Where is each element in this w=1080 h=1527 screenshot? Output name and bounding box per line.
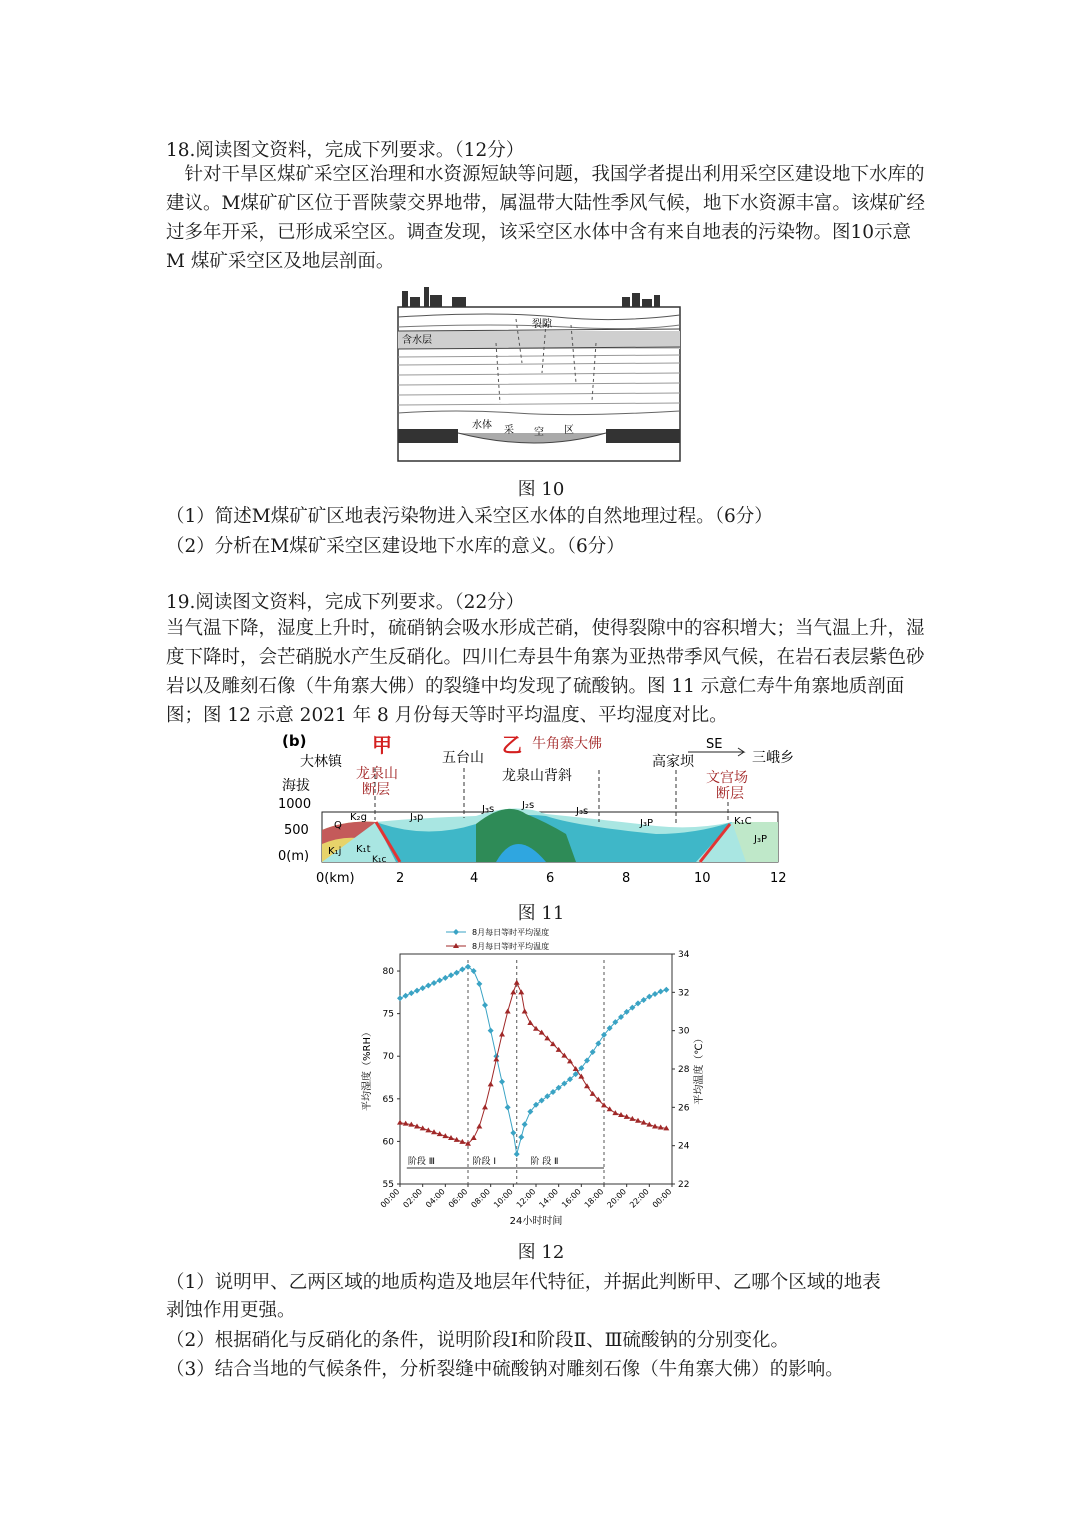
anticline-label: 龙泉山背斜	[502, 768, 572, 784]
temperature-point	[471, 1135, 477, 1140]
q19-body: 当气温下降，湿度上升时，硫硝钠会吸水形成芒硝，使得裂隙中的容积增大；当气温上升，湿度下降时，会芒硝脱水产生反硝化。四川仁寿县牛角寨为亚热带季风气候，在岩石表层紫色砂岩以及雕刻石像（牛角寨大佛）的裂缝中均发现了硫酸钠。图 11 示意仁寿牛角寨地质剖面图；图 12 示意 2021 年 8 月份每天等时平均温度、平均湿度对比。	[166, 618, 925, 726]
goaf-label-3: 区	[564, 425, 574, 436]
humidity-point	[488, 1028, 494, 1034]
humidity-point	[663, 987, 669, 993]
yi-label: 乙	[502, 733, 522, 757]
temperature-point	[510, 989, 516, 994]
x-tick-label: 22:00	[628, 1187, 651, 1210]
place-sane: 三峨乡	[752, 750, 794, 766]
y-left-axis-label: 平均湿度（%RH）	[362, 1027, 373, 1111]
humidity-point	[652, 991, 658, 997]
temperature-point	[584, 1083, 590, 1088]
place-wutai: 五台山	[442, 750, 484, 766]
legend-label: 8月每日等时平均湿度	[472, 928, 550, 937]
y-left-tick-label: 75	[382, 1009, 394, 1020]
q18-heading: 18.阅读图文资料，完成下列要求。（12分）	[166, 140, 525, 161]
plot-frame	[400, 954, 672, 1184]
stratum-q: Q	[334, 820, 342, 831]
x-tick-label: 18:00	[582, 1187, 606, 1210]
panel-label: (b)	[282, 732, 307, 750]
series-line	[400, 983, 666, 1144]
stratum-j3p-3: J₃P	[754, 834, 767, 845]
stratum-j3s-1: J₃s	[482, 804, 495, 815]
temperature-point	[493, 1056, 499, 1061]
stratum-j3p-2: J₃P	[640, 818, 653, 829]
figure-10	[396, 283, 682, 463]
temperature-point	[527, 1020, 533, 1025]
x-tick-label: 02:00	[401, 1187, 425, 1210]
goaf-label-2: 空	[534, 427, 544, 438]
stratum-k2g: K₂g	[350, 812, 367, 823]
humidity-point	[476, 981, 482, 987]
x-tick-label: 04:00	[424, 1187, 447, 1210]
stratum-k1j: K₁j	[328, 846, 342, 857]
q19-sub3: （3）结合当地的气候条件，分析裂缝中硫酸钠对雕刻石像（牛角寨大佛）的影响。	[166, 1359, 844, 1380]
y-tick-0: 0(m)	[278, 849, 310, 864]
humidity-point	[420, 985, 426, 991]
temperature-point	[607, 1106, 613, 1111]
humidity-point	[514, 1151, 520, 1157]
q19-sub1-line2: 剥蚀作用更强。	[166, 1300, 296, 1321]
stratum-k1t: K₁t	[356, 844, 371, 855]
q18-sub1: （1）简述M煤矿矿区地表污染物进入采空区水体的自然地理过程。（6分）	[166, 506, 773, 527]
stratum-j2s: J₂s	[522, 800, 535, 811]
humidity-point	[414, 988, 420, 994]
factory-icon	[402, 287, 466, 307]
y-right-tick-label: 34	[678, 950, 690, 960]
y-left-tick-label: 65	[382, 1094, 394, 1105]
figure-10-caption: 图 10	[517, 479, 565, 500]
legend-label: 8月每日等时平均温度	[472, 942, 550, 951]
y-left-tick-label: 70	[382, 1052, 394, 1063]
x-tick-6: 6	[546, 871, 555, 886]
legend-marker	[453, 929, 459, 935]
altitude-label: 海拔	[282, 778, 310, 794]
place-dalin: 大林镇	[300, 754, 342, 770]
humidity-point	[448, 972, 454, 978]
figure-12-chart	[356, 924, 716, 1236]
humidity-point	[425, 983, 431, 989]
q19-heading: 19.阅读图文资料，完成下列要求。（22分）	[166, 592, 525, 613]
x-tick-label: 08:00	[469, 1187, 493, 1210]
y-tick-500: 500	[284, 823, 309, 838]
x-tick-12: 12	[770, 871, 787, 886]
y-right-tick-label: 28	[678, 1065, 690, 1075]
stratum-j3s-2: J₃s	[576, 806, 589, 817]
y-left-tick-label: 80	[382, 967, 394, 978]
stage-3-label: 阶段 Ⅲ	[407, 1157, 436, 1167]
y-right-tick-label: 22	[678, 1180, 690, 1190]
humidity-point	[505, 1104, 511, 1110]
place-buddha: 牛角寨大佛	[532, 736, 602, 752]
stratum-j3p-1: J₃p	[410, 812, 424, 823]
x-tick-label: 10:00	[492, 1187, 515, 1210]
y-left-tick-label: 60	[382, 1137, 394, 1148]
water-label: 水体	[472, 420, 492, 431]
y-left-tick-label: 55	[382, 1180, 394, 1190]
figure-11	[276, 730, 806, 895]
temperature-point	[522, 1009, 528, 1014]
humidity-point	[522, 1121, 528, 1127]
y-right-tick-label: 26	[678, 1103, 690, 1114]
temperature-point	[397, 1120, 403, 1125]
x-tick-4: 4	[470, 871, 479, 886]
humidity-point	[646, 994, 652, 1000]
direction-label: SE	[706, 737, 723, 752]
temperature-point	[612, 1110, 618, 1115]
fault-longquan-1: 龙泉山	[356, 766, 398, 782]
temperature-point	[476, 1124, 482, 1129]
aquifer-label: 含水层	[402, 335, 432, 346]
humidity-point	[459, 966, 465, 972]
y-tick-1000: 1000	[278, 797, 312, 812]
q18-sub2: （2）分析在M煤矿采空区建设地下水库的意义。（6分）	[166, 536, 625, 557]
fault-longquan-2: 断层	[362, 782, 390, 798]
humidity-point	[397, 995, 403, 1001]
stage-2-label: 阶 段 Ⅱ	[530, 1157, 559, 1167]
q19-sub1-line1: （1）说明甲、乙两区域的地质构造及地层年代特征，并据此判断甲、乙哪个区域的地表	[166, 1272, 881, 1293]
x-tick-0: 0(km)	[316, 871, 355, 886]
humidity-point	[454, 970, 460, 976]
temperature-point	[514, 980, 520, 985]
temperature-point	[505, 1009, 511, 1014]
y-right-tick-label: 24	[678, 1141, 690, 1152]
fault-wengong-1: 文宫场	[706, 770, 748, 786]
y-right-tick-label: 32	[678, 988, 690, 999]
series-line	[400, 967, 666, 1154]
x-tick-2: 2	[396, 871, 405, 886]
y-right-tick-label: 30	[678, 1026, 690, 1037]
humidity-point	[482, 1002, 488, 1008]
q19-sub2: （2）根据硝化与反硝化的条件，说明阶段Ⅰ和阶段Ⅱ、Ⅲ硫酸钠的分别变化。	[166, 1330, 789, 1351]
temperature-point	[518, 989, 524, 994]
humidity-point	[595, 1040, 601, 1046]
stratum-k1c-left: K₁c	[372, 855, 387, 865]
temperature-point	[488, 1081, 494, 1086]
x-tick-label: 06:00	[446, 1187, 470, 1210]
y-right-axis-label: 平均温度（℃）	[694, 1033, 705, 1105]
x-tick-label: 14:00	[537, 1187, 561, 1210]
humidity-point	[590, 1049, 596, 1055]
temperature-point	[539, 1030, 545, 1035]
humidity-point	[442, 975, 448, 981]
fracture-label: 裂隙	[532, 319, 552, 330]
humidity-point	[408, 990, 414, 996]
humidity-point	[431, 980, 437, 986]
humidity-point	[518, 1134, 524, 1140]
x-tick-label: 00:00	[378, 1187, 402, 1210]
figure-12-caption: 图 12	[517, 1242, 565, 1263]
humidity-point	[499, 1079, 505, 1085]
temperature-point	[482, 1104, 488, 1109]
humidity-point	[658, 988, 664, 994]
fault-wengong-2: 断层	[716, 786, 744, 802]
temperature-point	[499, 1032, 505, 1037]
x-tick-label: 16:00	[560, 1187, 583, 1210]
buildings-icon	[622, 293, 660, 307]
jia-label: 甲	[372, 733, 392, 757]
humidity-point	[403, 993, 409, 999]
stratum-k1c-right: K₁C	[734, 816, 752, 827]
figure-11-caption: 图 11	[517, 903, 565, 924]
humidity-point	[510, 1130, 516, 1136]
humidity-point	[641, 997, 647, 1003]
x-tick-10: 10	[694, 871, 711, 886]
coal-label: 煤层	[402, 420, 422, 431]
stage-1-label: 阶段 Ⅰ	[472, 1157, 497, 1167]
x-tick-label: 12:00	[514, 1187, 538, 1210]
goaf-label-1: 采	[504, 425, 514, 436]
x-tick-8: 8	[622, 871, 631, 886]
x-axis-label: 24小时时间	[509, 1216, 563, 1227]
x-tick-label: 20:00	[605, 1187, 629, 1210]
humidity-point	[437, 977, 443, 983]
q18-body: 针对干旱区煤矿采空区治理和水资源短缺等问题，我国学者提出利用采空区建设地下水库的建议。M煤矿矿区位于晋陕蒙交界地带，属温带大陆性季风气候，地下水资源丰富。该煤矿经过多年开采，已形成采空区。调查发现，该采空区水体中含有来自地表的污染物。图10示意 M 煤矿采空区及地层剖面。	[166, 164, 925, 272]
place-gaojia: 高家坝	[652, 754, 694, 770]
x-tick-label: 00:00	[650, 1187, 674, 1210]
